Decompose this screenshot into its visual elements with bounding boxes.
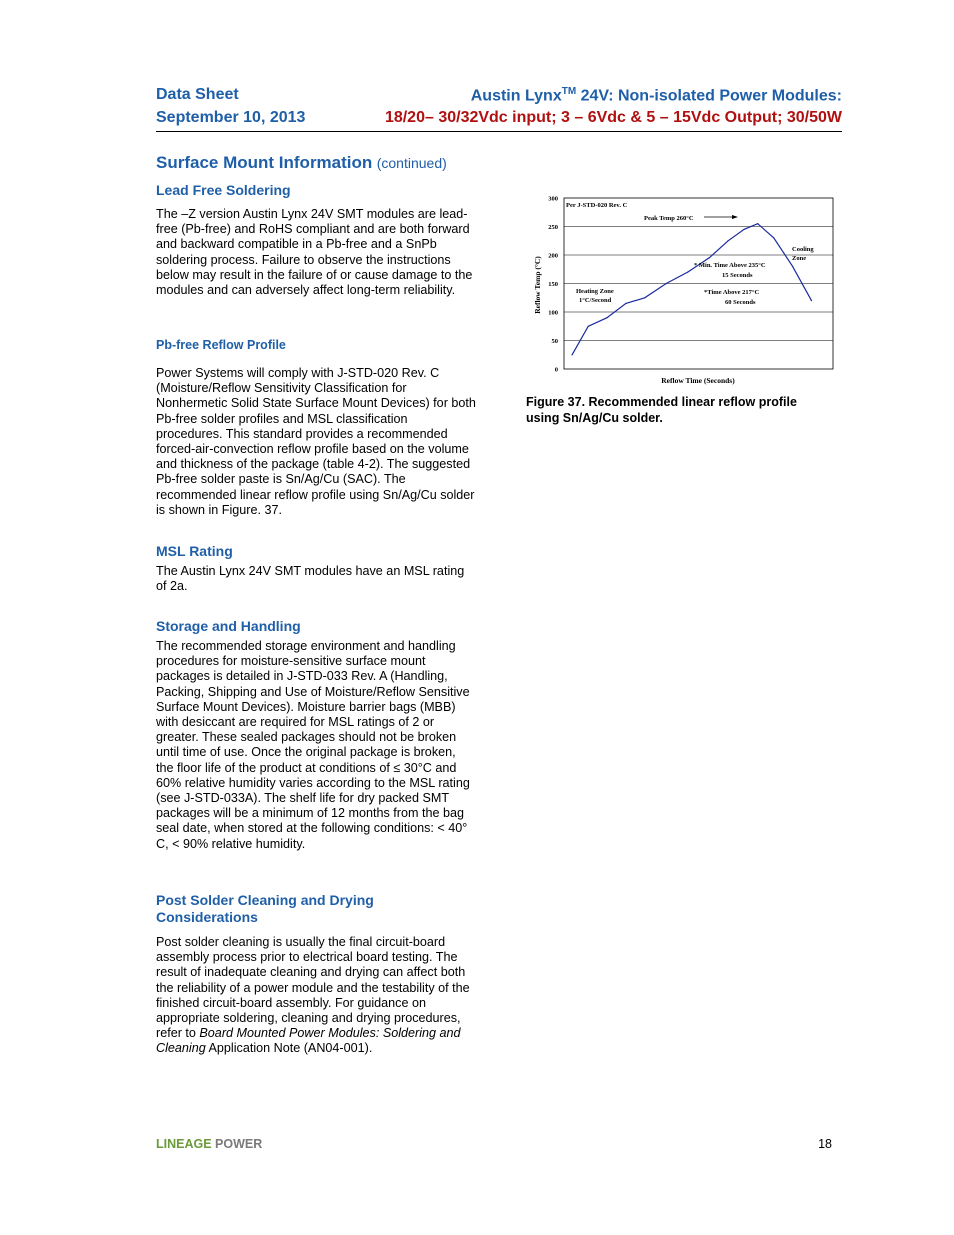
footer-brand-lineage: LINEAGE — [156, 1137, 212, 1151]
annotation-min-time-1: * Min. Time Above 235°C — [694, 262, 766, 269]
curve-point — [571, 354, 572, 355]
annotation-min-time-2: 15 Seconds — [722, 272, 753, 279]
cleaning-body — [156, 935, 476, 1057]
section-title — [156, 153, 447, 173]
y-tick-label-100: 100 — [548, 309, 558, 317]
curve-point — [687, 272, 688, 273]
curve-point — [606, 317, 607, 318]
curve-point — [644, 297, 645, 298]
annotation-time-above-2: 60 Seconds — [725, 299, 756, 306]
header-rule — [156, 131, 842, 132]
cleaning-heading — [156, 892, 374, 926]
storage-body: The recommended storage environment and handling procedures for moisture-sensitive surface mount packages is detailed in J-STD-033 Rev. A (Handling, Packing, Shipping and Use of Moisture/Reflow Sensitive Surface Mount Devices). Moisture barrier bags (MBB) with desiccant are required for MSL ratings of 2 or greater. These sealed packages should not be broken until time of use. Once the original package is broken, the floor life of the product at conditions of ≤ 30°C and 60% relative humidity varies according to the MSL rating (see J-STD-033A). The shelf life for dry packed SMT packages will be a minimum of 12 months from the bag seal date, when stored at the following conditions: < 40° C, < 90% relative humidity. — [156, 639, 470, 851]
y-axis-label: Reflow Temp (°C) — [533, 256, 542, 314]
trademark-mark: TM — [561, 86, 577, 97]
section-title-text: Surface Mount Information — [156, 153, 373, 172]
reflow-profile-chart — [520, 185, 850, 390]
curve-point — [811, 300, 812, 301]
cleaning-heading-line1: Post Solder Cleaning and Drying — [156, 892, 374, 908]
pb-free-body: Power Systems will comply with J-STD-020 Rev. C (Moisture/Reflow Sensitivity Classification for Nonhermetic Solid State Surface Mount Devices) for both Pb-free solder profiles and MSL classification procedures. This standard provides a recommended forced-air-convection reflow profile based on the volume and thickness of the package (table 4-2). The suggested Pb-free solder paste is Sn/Ag/Cu (SAC). The recommended linear reflow profile using Sn/Ag/Cu solder is shown in Figure. 37. — [156, 366, 476, 517]
section-continued: (continued) — [376, 155, 447, 171]
x-axis-label: Reflow Time (Seconds) — [661, 376, 735, 385]
lead-free-body: The –Z version Austin Lynx 24V SMT modules are lead-free (Pb-free) and RoHS compliant and are both forward and backward compatible in a Pb-free and a SnPb soldering process. Failure to observe the instructions below may result in the failure of or cause damage to the modules and can adversely affect long-term reliability. — [156, 207, 473, 298]
curve-point — [773, 237, 774, 238]
annotation-peak: Peak Temp 260°C — [644, 215, 694, 222]
annotation-standard: Per J-STD-020 Rev. C — [566, 202, 628, 209]
curve-point — [709, 257, 710, 258]
cleaning-doc-title: Board Mounted Power Modules: Soldering and Cleaning — [156, 1026, 461, 1056]
annotation-time-above-1: *Time Above 217°C — [704, 289, 760, 296]
y-tick-label-50: 50 — [551, 338, 558, 345]
cleaning-body-b: Application Note (AN04-001). — [205, 1041, 373, 1056]
datasheet-label: Data Sheet — [156, 86, 239, 103]
peak-arrow-head — [732, 215, 738, 219]
annotation-heating-1: Heating Zone — [576, 288, 614, 295]
y-tick-label-300: 300 — [548, 195, 558, 203]
annotation-cooling-2: Zone — [792, 255, 807, 262]
y-tick-label-250: 250 — [548, 224, 558, 231]
lead-free-heading: Lead Free Soldering — [156, 182, 291, 198]
product-name: Austin Lynx — [470, 87, 562, 105]
page-number: 18 — [818, 1137, 832, 1151]
annotation-cooling-1: Cooling — [792, 246, 814, 253]
msl-body: The Austin Lynx 24V SMT modules have an MSL rating of 2a. — [156, 564, 465, 594]
product-title-rest: 24V: Non-isolated Power Modules: — [576, 87, 842, 105]
curve-point — [727, 240, 728, 241]
pb-free-heading: Pb-free Reflow Profile — [156, 338, 286, 352]
curve-point — [666, 283, 667, 284]
figure-caption-line2: using Sn/Ag/Cu solder. — [526, 410, 663, 425]
datasheet-date: September 10, 2013 — [156, 109, 306, 126]
figure-caption — [526, 395, 826, 426]
curve-point — [588, 326, 589, 327]
y-tick-label-0: 0 — [554, 366, 558, 374]
curve-point — [792, 266, 793, 267]
curve-point — [757, 223, 758, 224]
figure-caption-line1: Figure 37. Recommended linear reflow profile — [526, 395, 797, 409]
msl-heading: MSL Rating — [156, 543, 233, 559]
storage-heading: Storage and Handling — [156, 618, 301, 634]
curve-point — [625, 303, 626, 304]
product-spec-line: 18/20– 30/32Vdc input; 3 – 6Vdc & 5 – 15Vdc Output; 30/50W — [384, 109, 842, 126]
annotation-heating-2: 1°C/Second — [579, 297, 612, 304]
footer-brand — [156, 1137, 262, 1151]
footer-brand-power: POWER — [211, 1137, 263, 1151]
curve-point — [744, 229, 745, 230]
cleaning-body-a: Post solder cleaning is usually the final circuit-board assembly process prior to electrical board testing. The result of inadequate cleaning and drying can affect both the reliability of a power module and the testability of the finished circuit-board assembly. For guidance on appropriate soldering, cleaning and drying procedures, refer to — [156, 935, 470, 1041]
y-tick-label-150: 150 — [548, 281, 558, 288]
cleaning-heading-line2: Considerations — [156, 909, 258, 925]
y-tick-label-200: 200 — [548, 252, 558, 260]
product-title — [471, 86, 842, 105]
